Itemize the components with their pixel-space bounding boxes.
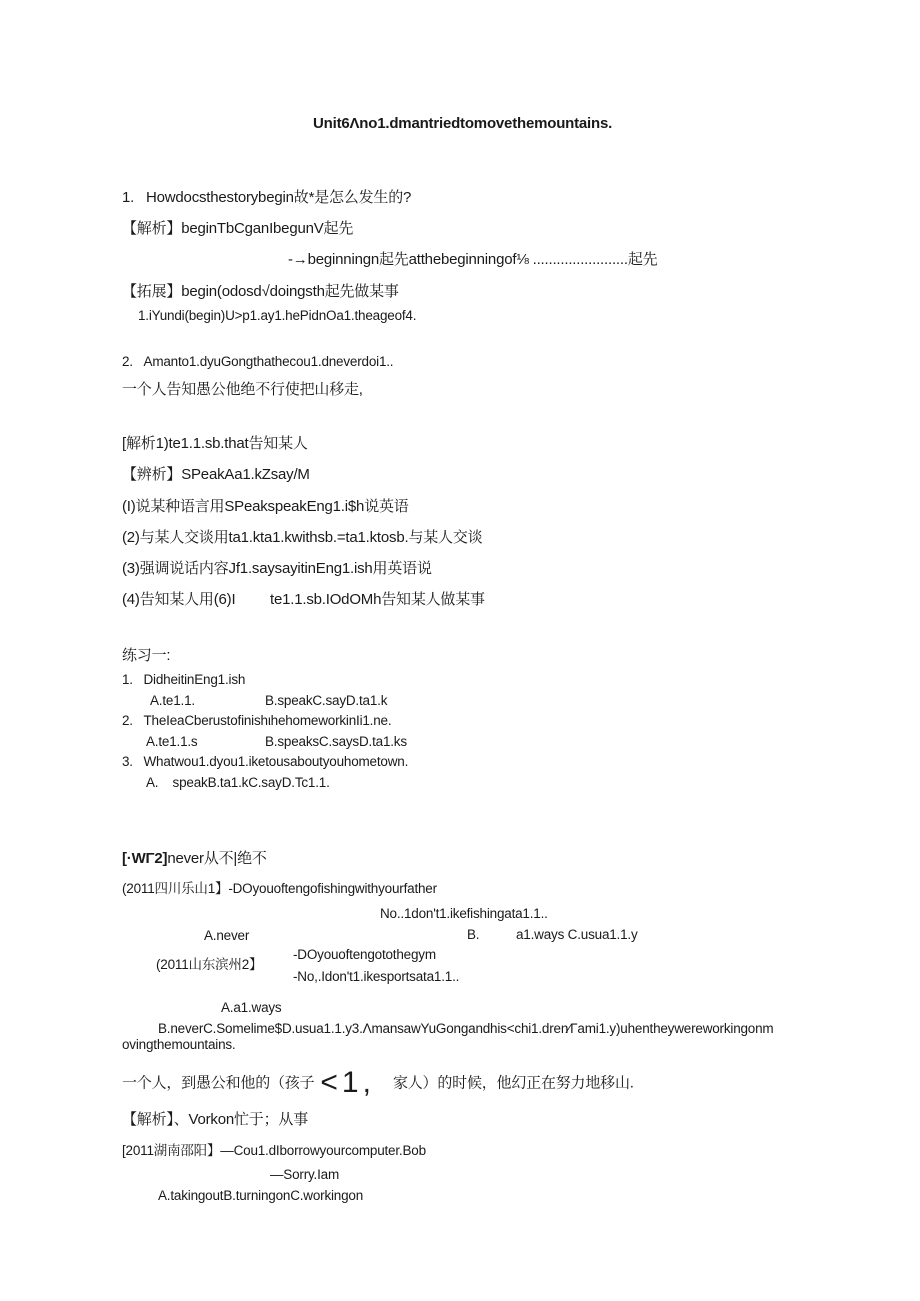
point-3: (3)强调说话内容Jf1.saysayitinEng1.ish用英语说 [122, 560, 432, 577]
question-1: 1. Howdocsthestorybegin故*是怎么发生的? [122, 189, 412, 206]
never-question-source: (2011四川乐山1】-DOyouoftengofishingwithyourfather [122, 881, 437, 896]
exercise-heading: 练习一: [122, 647, 171, 664]
never-heading-tag: [·WΓ2] [122, 850, 168, 867]
never-q2-option-a: A.a1.ways [221, 1000, 282, 1015]
never-option-bc: a1.ways C.usua1.1.y [516, 927, 638, 942]
exercise-q2-options-bcd: B.speaksC.saysD.ta1.ks [265, 734, 407, 749]
never-q2-line-1: -DOyouoftengotothegym [293, 947, 436, 962]
question-2-translation: 一个人告知愚公他绝不行使把山移走, [122, 381, 363, 398]
section-3-question-source: [2011湖南邵阳】—Cou1.dIborrowyourcomputer.Bob [122, 1143, 426, 1158]
page-title: Unit6Λno1.dmantriedtomovethemountains. [313, 115, 613, 132]
analysis-tell: [解析1)te1.1.sb.that告知某人 [122, 435, 308, 452]
arrow-line: -→beginningn起先atthebeginningof⅛ ........................起先 [288, 251, 658, 268]
point-2: (2)与某人交谈用ta1.kta1.kwithsb.=ta1.ktosb.与某人交谈 [122, 529, 483, 546]
never-option-a: A.never [204, 928, 250, 943]
translation-part-2: 家人）的时候，他幻正在努力地移山. [392, 1074, 634, 1092]
never-option-b: B. [467, 927, 480, 942]
exercise-q2-option-a: A.te1.1.s [146, 734, 198, 749]
extension-begin: 【拓展】begin(odosd√doingsth起先做某事 [122, 283, 399, 300]
analysis-work-on: 【解析】、Vorkon忙于；从事 [122, 1111, 309, 1128]
never-q2-source: (2011山东滨州2】 [156, 957, 263, 972]
never-heading-text: never从不|绝不 [167, 850, 267, 867]
point-4-a: (4)告知某人用(6)I [122, 591, 236, 608]
point-4-b: te1.1.sb.IOdOMh告知某人做某事 [270, 591, 485, 608]
example-sentence: 1.iYundi(begin)U>p1.ay1.hePidnOa1.theageof4. [138, 308, 417, 323]
exercise-q1-option-a: A.te1.1. [150, 693, 195, 708]
never-q2-wrap: ovingthemountains. [122, 1037, 236, 1052]
exercise-q1: 1. DidheitinEng1.ish [122, 672, 246, 687]
section-3-translation [122, 1068, 634, 1098]
never-reply: No..1don't1.ikefishingata1.1.. [380, 906, 548, 921]
translation-large-glyphs: <1, [320, 1066, 375, 1099]
point-1: (I)说某种语言用SPeakspeakEng1.i$h说英语 [122, 498, 409, 515]
section-3-reply: —Sorry.Iam [270, 1167, 340, 1182]
never-q2-options-bcd: B.neverC.Somelime$D.usua1.1.y3.ΛmansawYuGongandhis<chi1.dren∕Γami1.y)uhentheywereworkingonm [158, 1021, 774, 1036]
never-heading [122, 851, 267, 866]
section-3-options: A.takingoutB.turningonC.workingon [158, 1188, 364, 1203]
exercise-q3-options: A. speakB.ta1.kC.sayD.Tc1.1. [146, 775, 330, 790]
exercise-q3: 3. Whatwou1.dyou1.iketousaboutyouhometown. [122, 754, 409, 769]
distinguish-heading: 【辨析】SPeakAa1.kZsay/M [122, 466, 310, 483]
exercise-q2: 2. TheIeaCberustofinishιhehomeworkinIi1.ne. [122, 713, 392, 728]
exercise-q1-options-bcd: B.speakC.sayD.ta1.k [265, 693, 388, 708]
translation-part-1: 一个人，到愚公和他的（孩子 [122, 1074, 315, 1092]
question-2: 2. Amanto1.dyuGongthathecou1.dneverdoi1.. [122, 354, 394, 369]
never-q2-line-2: -No,.Idon't1.ikesportsata1.1.. [293, 969, 460, 984]
analysis-begin: 【解析】beginTbCganIbegunV起先 [122, 220, 354, 237]
